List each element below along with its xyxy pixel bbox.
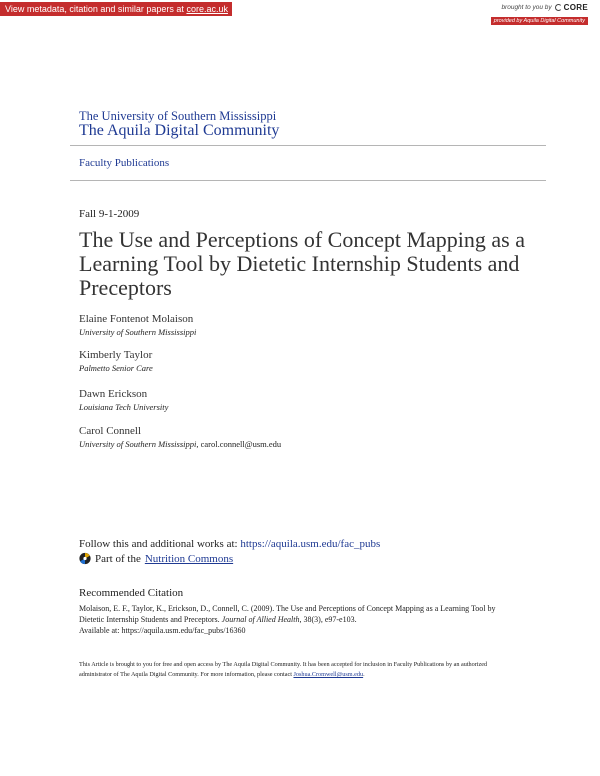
author-name: Elaine Fontenot Molaison: [79, 313, 194, 325]
brought-to-you-by: [501, 3, 588, 12]
core-logo-text: CORE: [563, 3, 588, 12]
follow-prefix: Follow this and additional works at:: [79, 538, 241, 550]
network-icon: [79, 552, 91, 565]
university-name[interactable]: The University of Southern Mississippi: [79, 109, 277, 123]
article-title: The Use and Perceptions of Concept Mapping as a Learning Tool by Dietetic Internship Students and Preceptors: [79, 227, 525, 300]
core-logo[interactable]: [555, 3, 588, 12]
access-notice: [79, 660, 519, 680]
core-top-bar: [0, 0, 600, 24]
author-name: Carol Connell: [79, 425, 142, 437]
collection-link[interactable]: Faculty Publications: [79, 157, 170, 169]
core-metadata-link[interactable]: [0, 2, 232, 16]
author-affiliation: [79, 439, 281, 449]
author-email: , carol.connell@usm.edu: [196, 439, 282, 449]
divider: [70, 180, 546, 181]
citation-text: [79, 603, 519, 636]
citation-part2: , 38(3), e97-e103.: [299, 615, 357, 624]
author-name: Dawn Erickson: [79, 388, 148, 400]
repository-name[interactable]: The Aquila Digital Community: [79, 122, 280, 139]
follow-url-link[interactable]: https://aquila.usm.edu/fac_pubs: [240, 538, 381, 550]
brought-by-text: brought to you by: [501, 4, 552, 11]
core-link-site[interactable]: core.ac.uk: [186, 4, 228, 14]
citation-journal: Journal of Allied Health: [221, 615, 300, 624]
contact-email-link[interactable]: Joshua.Cromwell@usm.edu: [293, 671, 364, 678]
author-name: Kimberly Taylor: [79, 349, 153, 361]
author-affiliation-text: University of Southern Mississippi: [79, 439, 197, 449]
citation-heading: Recommended Citation: [79, 587, 184, 599]
follow-line: [79, 538, 380, 550]
core-logo-icon: [555, 4, 562, 11]
provided-by-banner: provided by Aquila Digital Community: [491, 17, 588, 25]
core-link-prefix: View metadata, citation and similar papers at: [5, 4, 187, 14]
publication-date: Fall 9-1-2009: [79, 208, 140, 220]
author-affiliation: [79, 402, 168, 412]
author-affiliation-text: University of Southern Mississippi: [79, 327, 197, 337]
author-affiliation-text: Louisiana Tech University: [79, 402, 169, 412]
author-affiliation-text: Palmetto Senior Care: [79, 363, 153, 373]
access-notice-text: This Article is brought to you for free and open access by The Aquila Digital Community. It has been accepted for inclusion in Faculty Publications by an authorized administrator of The Aquila Digital Community. For more information, please contact: [79, 661, 488, 678]
nutrition-commons-link[interactable]: Nutrition Commons: [144, 552, 234, 565]
part-of-line: [79, 552, 233, 565]
author-affiliation: [79, 327, 196, 337]
author-affiliation: [79, 363, 153, 373]
divider: [70, 145, 546, 146]
citation-part1: Molaison, E. F., Taylor, K., Erickson, D., Connell, C. (2009). The Use and Perceptions of Concept Mapping as a Learning Tool by Dietetic Internship Students and Preceptors.: [79, 604, 496, 624]
access-notice-end: .: [363, 671, 365, 678]
part-of-prefix: Part of the: [95, 552, 141, 565]
citation-available: Available at: https://aquila.usm.edu/fac_pubs/16360: [79, 626, 246, 635]
